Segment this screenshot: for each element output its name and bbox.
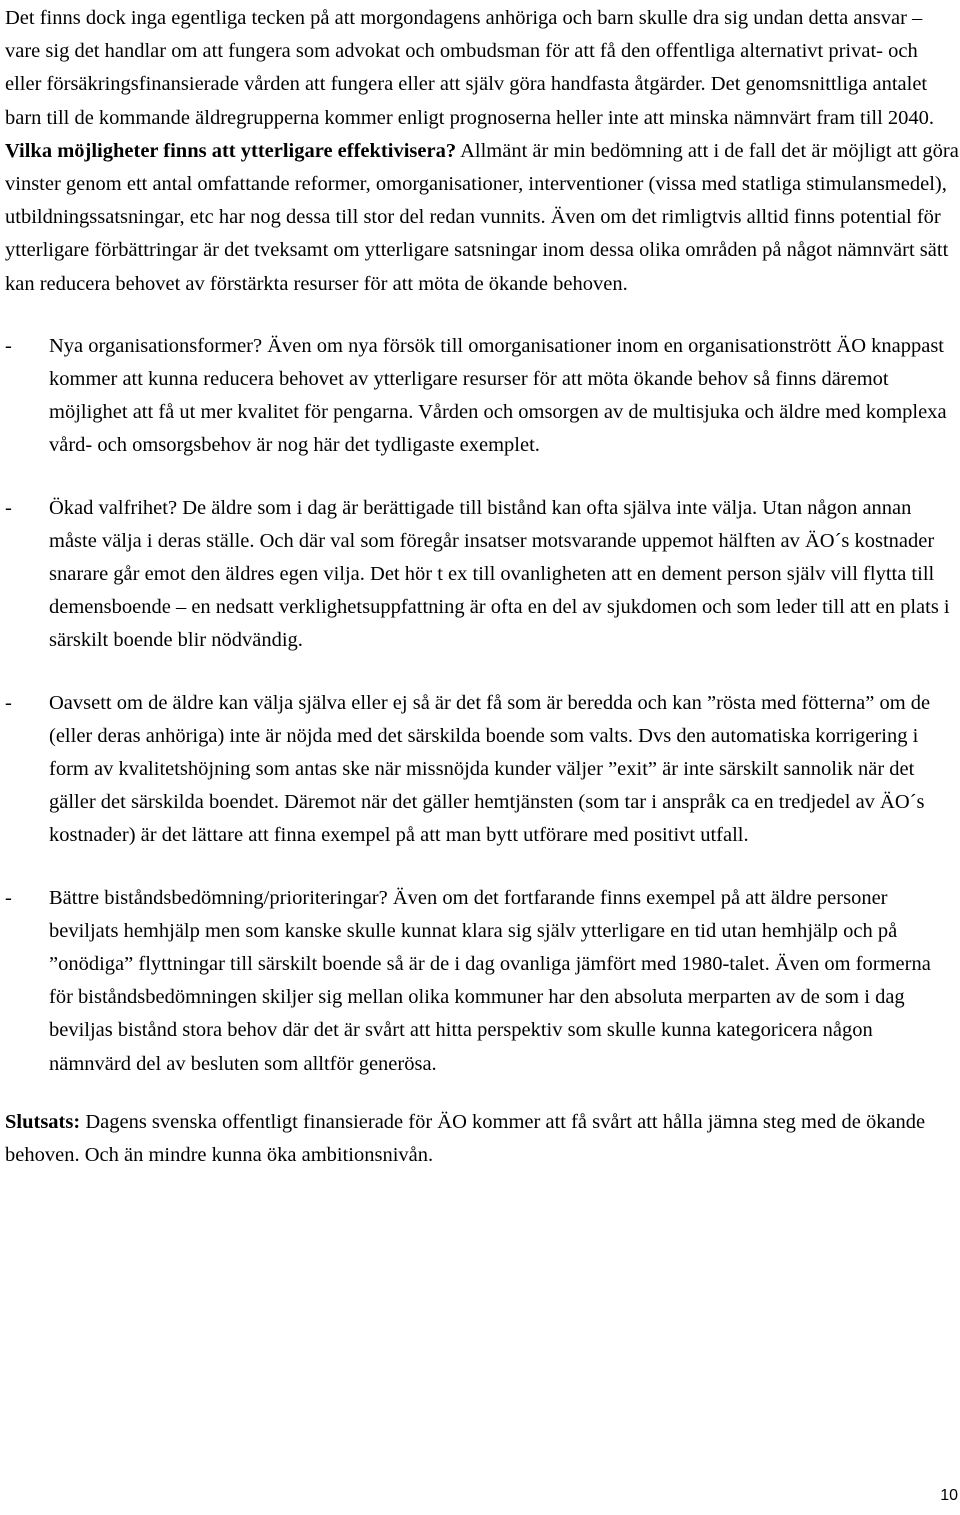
list-dash: - (5, 496, 12, 519)
list-item-text: Ökad valfrihet? De äldre som i dag är berättigade till bistånd kan ofta själva inte välja. Utan någon annan måste välja i deras ställe. Och där val som föregår insatser motsvarande uppemot hälften av ÄO´s kostnader snarare går emot den äldres egen vilja. Det hör t ex till ovanligheten att en dement person själv vill flytta till demensboende – en nedsatt verklighetsuppfattning är ofta en del av sjukdomen och som leder till att en plats i särskilt boende blir nödvändig. (49, 496, 950, 652)
list-item (5, 882, 959, 1081)
question-body: Allmänt är min bedömning att i de fall det är möjligt att göra vinster genom ett antal omfattande reformer, omorganisationer, interventioner (vissa med statliga stimulansmedel), utbildningssatsningar, etc har nog dessa till stor del redan vunnits. Även om det rimligtvis alltid finns potential för ytterligare förbättringar är det tveksamt om ytterligare satsningar inom dessa olika områden på något nämnvärt sätt kan reducera behovet av förstärkta resurser för att möta de ökande behoven. (5, 139, 959, 295)
conclusion-paragraph (5, 1106, 959, 1172)
page-number: 10 (940, 1487, 958, 1504)
list-dash: - (5, 691, 12, 714)
list-item-text: Nya organisationsformer? Även om nya försök till omorganisationer inom en organisationstrött ÄO knappast kommer att kunna reducera behovet av ytterligare resurser för att möta ökande behov så finns däremot möjlighet att få ut mer kvalitet för pengarna. Vården och omsorgen av de multisjuka och äldre med komplexa vård- och omsorgsbehov är nog här det tydligaste exemplet. (49, 334, 947, 457)
document-page (5, 2, 959, 1172)
list-dash: - (5, 334, 12, 357)
conclusion-text: Dagens svenska offentligt finansierade för ÄO kommer att få svårt att hålla jämna steg med de ökande behoven. Och än mindre kunna öka ambitionsnivån. (5, 1110, 926, 1167)
question-heading: Vilka möjligheter finns att ytterligare effektivisera? (5, 139, 457, 162)
list-item-text: Oavsett om de äldre kan välja själva eller ej så är det få som är beredda och kan ”rösta med fötterna” om de (eller deras anhöriga) inte är nöjda med det särskilda boende som valts. Dvs den automatiska korrigering i form av kvalitetshöjning som antas ske när missnöjda kunder väljer ”exit” är inte särskilt sannolik när det gäller det särskilda boendet. Däremot när det gäller hemtjänsten (som tar i anspråk ca en tredjedel av ÄO´s kostnader) är det lättare att finna exempel på att man bytt utförare med positivt utfall. (49, 691, 931, 847)
list-item-text: Bättre biståndsbedömning/prioriteringar? Även om det fortfarande finns exempel på att äldre personer beviljats hemhjälp men som kanske skulle kunnat klara sig själv ytterligare en tid utan hemhjälp och på ”onödiga” flyttningar till särskilt boende så är de i dag ovanliga jämfört med 1980-talet. Även om formerna för biståndsbedömningen skiljer sig mellan olika kommuner har den absoluta merparten av de som i dag beviljas bistånd stora behov där det är svårt att hitta perspektiv som skulle kunna kategoricera någon nämnvärd del av besluten som alltför generösa. (49, 886, 931, 1075)
list-item (5, 330, 959, 463)
intro-paragraph: Det finns dock inga egentliga tecken på att morgondagens anhöriga och barn skulle dra sig undan detta ansvar – vare sig det handlar om att fungera som advokat och ombudsman för att få den offentliga alternativt privat- och eller försäkringsfinansierade vården att fungera eller att själv göra handfasta åtgärder. Det genomsnittliga antalet barn till de kommande äldregrupperna kommer enligt prognoserna heller inte att minska nämnvärt fram till 2040. (5, 7, 935, 129)
question-paragraph (5, 135, 959, 301)
list-dash: - (5, 886, 12, 909)
list-item (5, 687, 959, 853)
conclusion-label: Slutsats: (5, 1110, 81, 1133)
list-item (5, 492, 959, 658)
